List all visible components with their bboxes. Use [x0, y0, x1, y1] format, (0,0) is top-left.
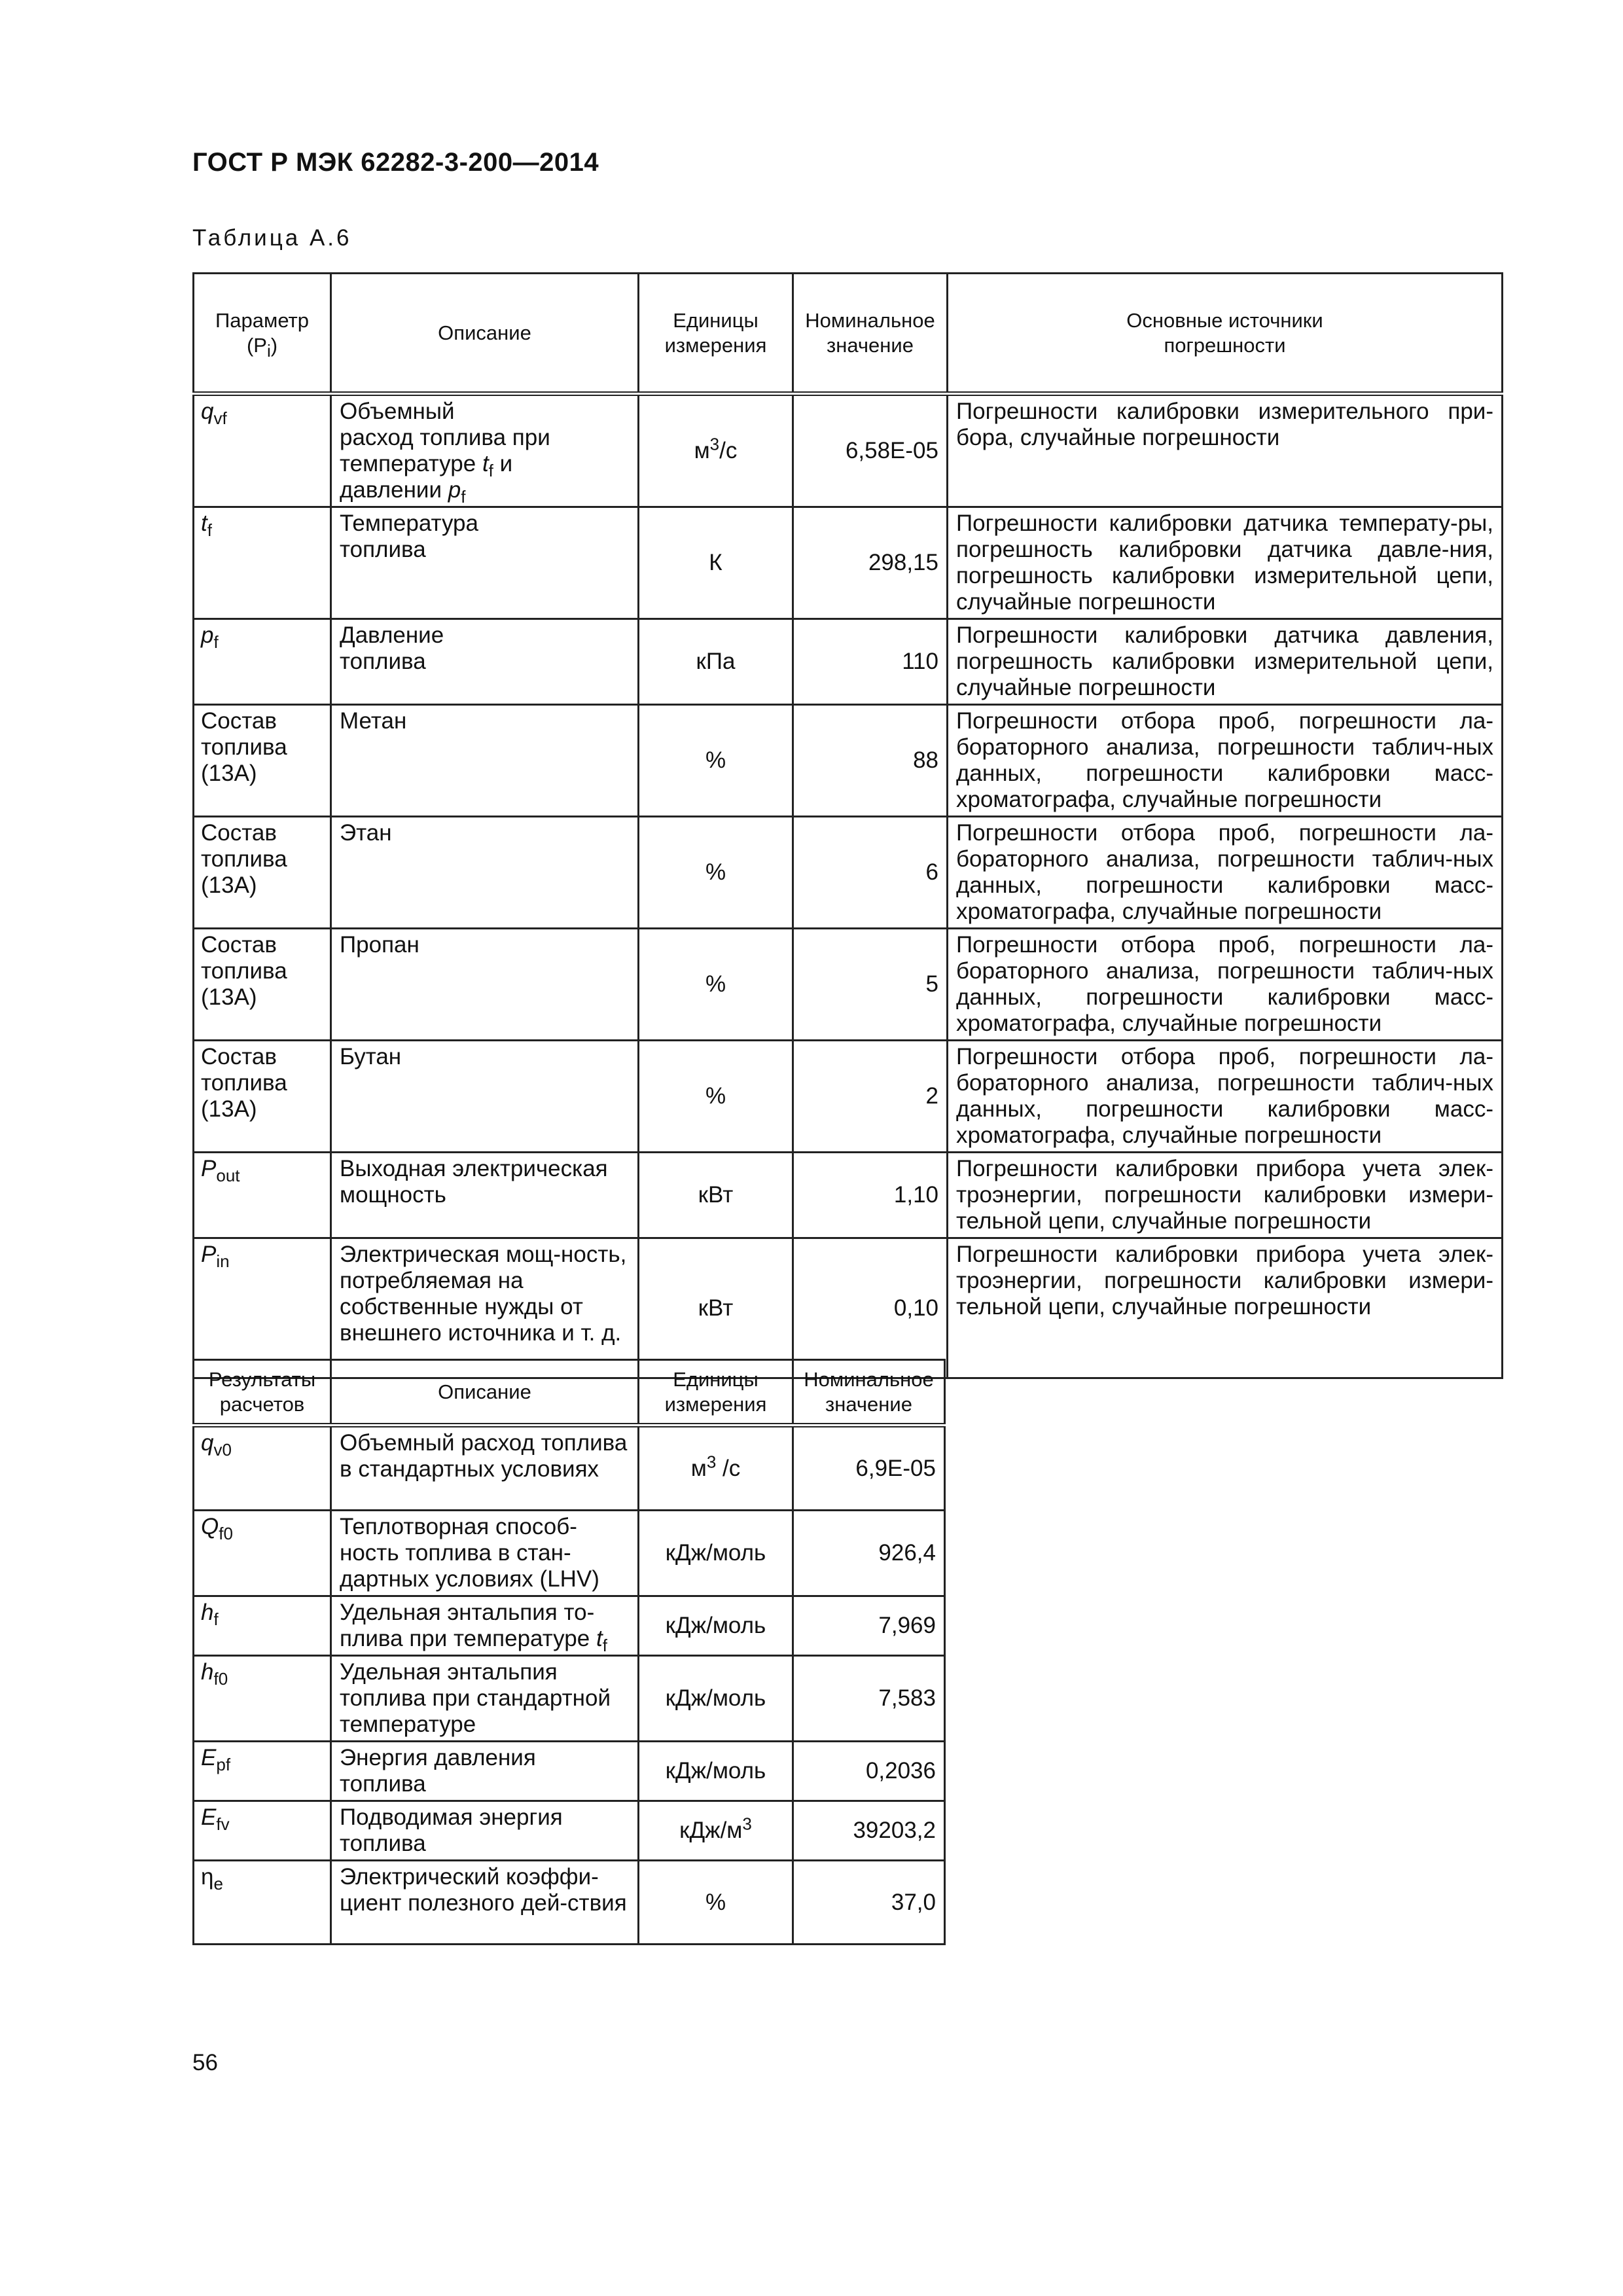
unit-text: /с [716, 1455, 741, 1481]
table-row [194, 394, 1503, 507]
nominal-value: 6 [793, 817, 948, 929]
unit-text: /с [719, 438, 738, 463]
parameter-symbol [194, 619, 331, 705]
symbol-text: h [201, 1659, 214, 1685]
table-header-row [194, 1360, 945, 1426]
nominal-value: 7,969 [793, 1596, 945, 1656]
unit-cell: кДж/моль [639, 1511, 793, 1596]
header-text: значение [827, 333, 914, 357]
parameter-description: Пропан [331, 929, 639, 1041]
symbol-text: p [201, 622, 214, 648]
symbol-subscript: out [216, 1166, 240, 1185]
table-row [194, 705, 1503, 817]
unit-cell [639, 394, 793, 507]
parameter-name: Состав топлива (13А) [194, 929, 331, 1041]
nominal-value: 6,58E-05 [793, 394, 948, 507]
nominal-value: 37,0 [793, 1861, 945, 1945]
parameter-description: Этан [331, 817, 639, 929]
description-text: Объемный [340, 399, 455, 424]
description-subscript: f [602, 1636, 607, 1655]
description-text: плива при температуре [340, 1626, 596, 1651]
parameter-description: Температура топлива [331, 507, 639, 619]
error-sources: Погрешности отбора проб, погрешности ла-бораторного анализа, погрешности таблич-ных данных, погрешности калибровки масс-хроматографа, случайные погрешности [948, 1041, 1503, 1153]
header-text: измерения [664, 333, 767, 357]
description-symbol: t [596, 1626, 603, 1651]
nominal-value: 39203,2 [793, 1801, 945, 1861]
table-caption: Таблица А.6 [192, 225, 352, 251]
symbol-subscript: vf [213, 408, 227, 428]
unit-text: м [690, 1455, 707, 1481]
result-symbol [194, 1656, 331, 1742]
unit-cell: К [639, 507, 793, 619]
table-row [194, 1656, 945, 1742]
result-symbol [194, 1742, 331, 1801]
parameter-symbol [194, 507, 331, 619]
error-sources: Погрешности калибровки измерительного при-бора, случайные погрешности [948, 394, 1503, 507]
header-text: Номинальное [804, 1367, 934, 1391]
parameter-name: Состав топлива (13А) [194, 705, 331, 817]
error-sources: Погрешности калибровки датчика давления, погрешность калибровки измерительной цепи, случайные погрешности [948, 619, 1503, 705]
symbol-subscript: in [216, 1251, 230, 1271]
parameter-description: Давление топлива [331, 619, 639, 705]
error-sources: Погрешности калибровки датчика температу-ры, погрешность калибровки датчика давле-ния, погрешность калибровки измерительной цепи, случайные погрешности [948, 507, 1503, 619]
header-subscript: i [266, 340, 271, 361]
nominal-value: 6,9E-05 [793, 1426, 945, 1511]
result-description: Подводимая энергия топлива [331, 1801, 639, 1861]
result-symbol [194, 1426, 331, 1511]
nominal-value: 110 [793, 619, 948, 705]
unit-cell: кДж/моль [639, 1742, 793, 1801]
symbol-subscript: f0 [219, 1524, 233, 1543]
symbol-subscript: e [213, 1874, 223, 1893]
table-row [194, 817, 1503, 929]
symbol-subscript: v0 [213, 1440, 232, 1460]
parameter-symbol [194, 1153, 331, 1238]
column-header-description: Описание [331, 274, 639, 394]
symbol-text: Q [201, 1514, 219, 1539]
header-text: Единицы [673, 1367, 758, 1391]
unit-text: м [694, 438, 710, 463]
nominal-value: 2 [793, 1041, 948, 1153]
table-row [194, 1801, 945, 1861]
nominal-value: 7,583 [793, 1656, 945, 1742]
unit-cell: кВт [639, 1238, 793, 1378]
header-text: (P [246, 333, 267, 357]
column-header-sources [948, 274, 1503, 394]
symbol-subscript: f [213, 1609, 219, 1629]
parameter-name: Состав топлива (13А) [194, 817, 331, 929]
header-text: Параметр [215, 308, 309, 332]
error-sources: Погрешности отбора проб, погрешности ла-бораторного анализа, погрешности таблич-ных данных, погрешности калибровки масс-хроматографа, случайные погрешности [948, 929, 1503, 1041]
result-description: Объемный расход топлива в стандартных условиях [331, 1426, 639, 1511]
symbol-text: η [201, 1864, 214, 1890]
header-text: Номинальное [805, 308, 935, 332]
description-text: Удельная энтальпия то- [340, 1600, 595, 1625]
header-text: погрешности [1164, 333, 1286, 357]
description-text: расход топлива при [340, 425, 550, 450]
nominal-value: 0,10 [793, 1238, 948, 1378]
symbol-text: P [201, 1242, 217, 1267]
parameter-name: Состав топлива (13А) [194, 1041, 331, 1153]
header-text: Основные источники [1126, 308, 1323, 332]
error-sources: Погрешности отбора проб, погрешности ла-бораторного анализа, погрешности таблич-ных данных, погрешности калибровки масс-хроматографа, случайные погрешности [948, 817, 1503, 929]
unit-superscript: 3 [709, 434, 720, 454]
symbol-subscript: f [213, 632, 219, 652]
symbol-text: t [201, 511, 207, 536]
header-text: Единицы [673, 308, 758, 332]
symbol-subscript: f [207, 520, 212, 540]
nominal-value: 1,10 [793, 1153, 948, 1238]
table-row [194, 1861, 945, 1945]
parameter-description [331, 394, 639, 507]
parameter-symbol [194, 394, 331, 507]
column-header-description: Описание [331, 1360, 639, 1426]
unit-superscript: 3 [706, 1451, 717, 1471]
unit-superscript: 3 [742, 1814, 752, 1834]
symbol-text: P [201, 1156, 217, 1181]
description-text: и [493, 451, 513, 476]
description-subscript: f [461, 487, 466, 507]
unit-cell: % [639, 817, 793, 929]
symbol-text: E [201, 1745, 217, 1770]
nominal-value: 298,15 [793, 507, 948, 619]
document-header: ГОСТ Р МЭК 62282-3-200—2014 [192, 148, 599, 177]
column-header-nominal [793, 1360, 945, 1426]
result-description [331, 1596, 639, 1656]
header-text: Результаты [208, 1367, 316, 1391]
result-description: Электрический коэффи-циент полезного дей-ствия [331, 1861, 639, 1945]
result-description: Энергия давления топлива [331, 1742, 639, 1801]
header-text: расчетов [219, 1392, 305, 1416]
result-symbol [194, 1511, 331, 1596]
parameter-symbol [194, 1238, 331, 1378]
description-symbol: p [448, 477, 461, 503]
nominal-value: 926,4 [793, 1511, 945, 1596]
column-header-nominal [793, 274, 948, 394]
table-row [194, 1742, 945, 1801]
unit-cell [639, 1801, 793, 1861]
parameter-description: Бутан [331, 1041, 639, 1153]
result-symbol [194, 1801, 331, 1861]
table-row [194, 619, 1503, 705]
symbol-text: E [201, 1804, 217, 1830]
description-subscript: f [488, 461, 493, 480]
nominal-value: 0,2036 [793, 1742, 945, 1801]
error-sources: Погрешности калибровки прибора учета элек-троэнергии, погрешности калибровки измери-тельной цепи, случайные погрешности [948, 1238, 1503, 1378]
header-text: измерения [664, 1392, 767, 1416]
nominal-value: 88 [793, 705, 948, 817]
parameter-description: Электрическая мощ-ность, потребляемая на собственные нужды от внешнего источника и т. д. [331, 1238, 639, 1378]
table-row [194, 929, 1503, 1041]
column-header-results [194, 1360, 331, 1426]
unit-cell [639, 1426, 793, 1511]
column-header-units [639, 1360, 793, 1426]
table-row [194, 1041, 1503, 1153]
page-number: 56 [192, 2050, 218, 2075]
symbol-text: h [201, 1600, 214, 1625]
description-symbol: t [482, 451, 489, 476]
results-table [192, 1359, 946, 1945]
table-row [194, 507, 1503, 619]
column-header-parameter [194, 274, 331, 394]
symbol-subscript: fv [216, 1814, 230, 1834]
unit-cell: % [639, 1861, 793, 1945]
table-row [194, 1511, 945, 1596]
header-text: ) [270, 333, 278, 357]
parameter-description: Выходная электрическая мощность [331, 1153, 639, 1238]
parameters-table [192, 272, 1503, 1379]
result-symbol [194, 1596, 331, 1656]
symbol-subscript: f0 [213, 1669, 228, 1689]
description-text: температуре [340, 451, 482, 476]
error-sources: Погрешности калибровки прибора учета элек-троэнергии, погрешности калибровки измери-тельной цепи, случайные погрешности [948, 1153, 1503, 1238]
result-description: Удельная энтальпия топлива при стандартной температуре [331, 1656, 639, 1742]
column-header-units [639, 274, 793, 394]
header-text: значение [825, 1392, 912, 1416]
unit-cell: кДж/моль [639, 1656, 793, 1742]
symbol-subscript: pf [216, 1755, 231, 1774]
unit-cell: кДж/моль [639, 1596, 793, 1656]
unit-cell: % [639, 1041, 793, 1153]
result-symbol [194, 1861, 331, 1945]
table-row [194, 1596, 945, 1656]
unit-cell: % [639, 705, 793, 817]
table-row [194, 1238, 1503, 1378]
unit-cell: % [639, 929, 793, 1041]
result-description: Теплотворная способ-ность топлива в стан-дартных условиях (LHV) [331, 1511, 639, 1596]
unit-cell: кВт [639, 1153, 793, 1238]
symbol-text: q [201, 1430, 214, 1456]
symbol-text: q [201, 399, 214, 424]
unit-cell: кПа [639, 619, 793, 705]
table-header-row [194, 274, 1503, 394]
nominal-value: 5 [793, 929, 948, 1041]
description-text: давлении [340, 477, 448, 503]
table-row [194, 1153, 1503, 1238]
error-sources: Погрешности отбора проб, погрешности ла-бораторного анализа, погрешности таблич-ных данных, погрешности калибровки масс-хроматографа, случайные погрешности [948, 705, 1503, 817]
unit-text: кДж/м [679, 1818, 743, 1843]
table-row [194, 1426, 945, 1511]
parameter-description: Метан [331, 705, 639, 817]
